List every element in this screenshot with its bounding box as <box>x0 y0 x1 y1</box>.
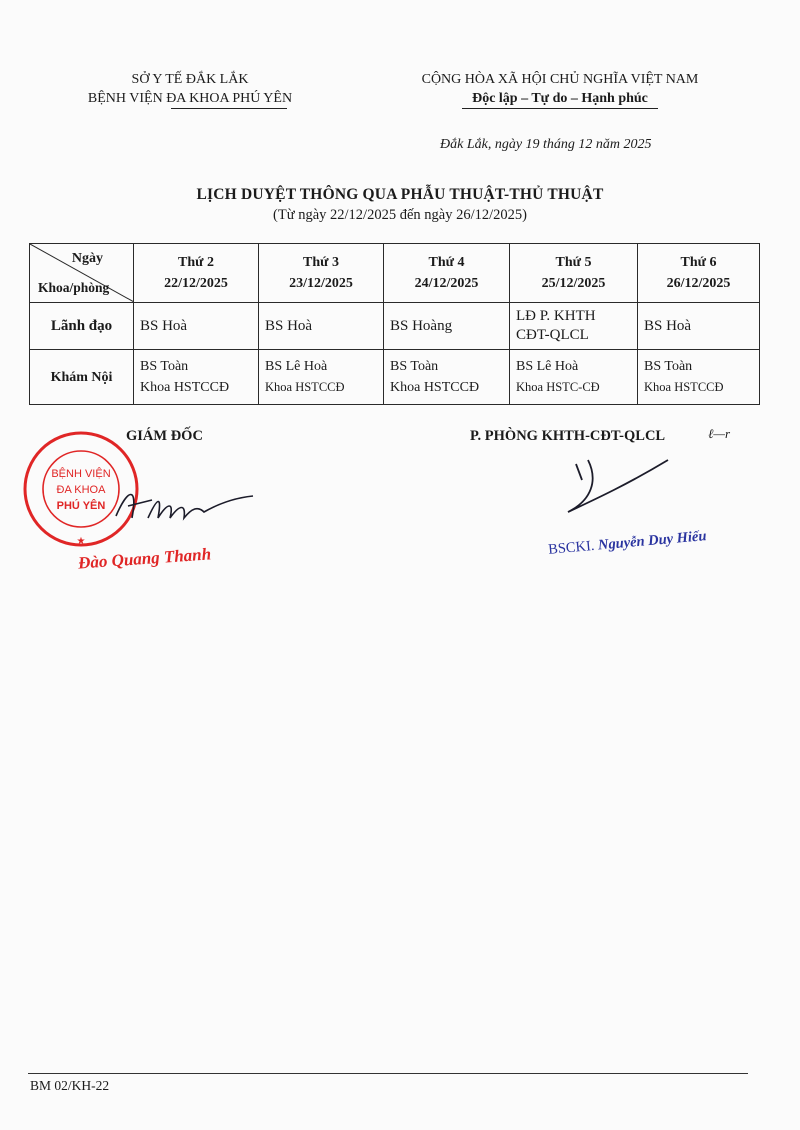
national-header <box>370 70 750 108</box>
table-cell: LĐ P. KHTH CĐT-QLCL <box>510 303 638 350</box>
table-cell: BS Lê Hoà Khoa HSTCCĐ <box>259 350 384 405</box>
table-header-row <box>30 244 760 303</box>
stamp-line-1: BỆNH VIỆN <box>51 468 111 480</box>
agency-header <box>40 70 340 108</box>
national-motto: Độc lập – Tự do – Hạnh phúc <box>472 91 648 106</box>
deputy-head-title: P. PHÒNG KHTH-CĐT-QLCL <box>470 428 666 444</box>
form-code: BM 02/KH-22 <box>30 1078 110 1093</box>
table-cell: BS Toàn Khoa HSTCCĐ <box>638 350 760 405</box>
corner-label-day: Ngày <box>71 251 103 266</box>
table-corner-cell <box>30 244 134 303</box>
row-label: Lãnh đạo <box>30 303 134 350</box>
deputy-signature <box>558 450 678 520</box>
day-header: Thứ 2 22/12/2025 <box>134 244 259 303</box>
row-label: Khám Nội <box>30 350 134 405</box>
day-header: Thứ 3 23/12/2025 <box>259 244 384 303</box>
stamp-line-2: ĐA KHOA <box>56 484 106 496</box>
department-name: SỞ Y TẾ ĐẮK LẮK <box>131 72 249 87</box>
document-date: Đắk Lắk, ngày 19 tháng 12 năm 2025 <box>440 137 652 152</box>
table-row-internal-medicine <box>30 350 760 405</box>
table-cell: BS Hoà <box>259 303 384 350</box>
table-cell: BS Hoà <box>134 303 259 350</box>
document-title: LỊCH DUYỆT THÔNG QUA PHẪU THUẬT-THỦ THUẬT <box>196 186 604 203</box>
motto-underline <box>462 108 658 109</box>
country-name: CỘNG HÒA XÃ HỘI CHỦ NGHĨA VIỆT NAM <box>421 72 699 87</box>
schedule-table <box>29 243 760 405</box>
day-header: Thứ 4 24/12/2025 <box>384 244 510 303</box>
hospital-name: BỆNH VIỆN ĐA KHOA PHÚ YÊN <box>87 91 293 106</box>
day-header: Thứ 5 25/12/2025 <box>510 244 638 303</box>
svg-text:★: ★ <box>76 536 86 547</box>
document-subtitle: (Từ ngày 22/12/2025 đến ngày 26/12/2025) <box>273 207 527 223</box>
day-header: Thứ 6 26/12/2025 <box>638 244 760 303</box>
director-name: Đào Quang Thanh <box>77 544 212 573</box>
table-row-leadership <box>30 303 760 350</box>
footer-divider <box>28 1073 748 1074</box>
stamp-line-3: PHÚ YÊN <box>56 500 106 512</box>
table-cell: BS Toàn Khoa HSTCCĐ <box>134 350 259 405</box>
table-cell: BS Lê Hoà Khoa HSTC-CĐ <box>510 350 638 405</box>
table-cell: BS Hoà <box>638 303 760 350</box>
table-cell: BS Toàn Khoa HSTCCĐ <box>384 350 510 405</box>
table-cell: BS Hoàng <box>384 303 510 350</box>
header-underline <box>171 108 287 109</box>
director-title: GIÁM ĐỐC <box>126 428 203 444</box>
deputy-name: BSCKI. Nguyễn Duy Hiếu <box>547 528 708 558</box>
director-signature <box>108 478 258 530</box>
initial-mark: ℓ—r <box>708 426 731 441</box>
corner-label-dept: Khoa/phòng <box>38 280 110 295</box>
